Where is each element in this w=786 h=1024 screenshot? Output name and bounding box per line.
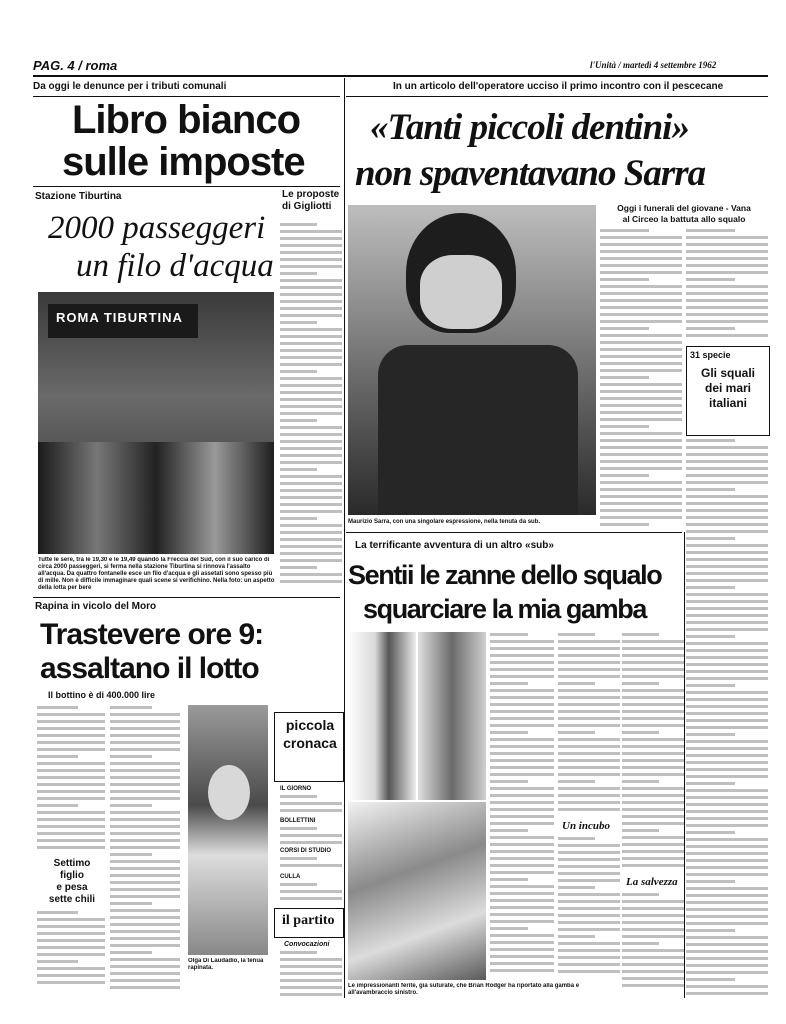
sarra-kicker-rule xyxy=(346,96,768,97)
cronaca-item-culla: CULLA xyxy=(280,874,301,880)
settimo-line-1: Settimo xyxy=(53,858,91,869)
squali-title-3: italiani xyxy=(708,396,747,410)
squali-title-1: Gli squali xyxy=(700,366,755,380)
sarra-headline-1: «Tanti piccoli dentini» xyxy=(370,107,689,148)
partito-title: il partito xyxy=(282,913,335,928)
settimo-line-4: sette chili xyxy=(48,894,96,905)
settimo-line-3: e pesa xyxy=(56,882,88,893)
imposte-kicker: Da oggi le denunce per i tributi comunali xyxy=(33,81,227,92)
imposte-headline-2: sulle imposte xyxy=(62,140,305,184)
olga-photo xyxy=(188,705,268,955)
cronaca-item-giorno: IL GIORNO xyxy=(280,786,312,792)
cronaca-culla-body xyxy=(280,882,342,906)
tiburtina-rule xyxy=(33,597,340,598)
sarra-body xyxy=(378,345,578,515)
sarra-face xyxy=(420,255,502,329)
squali-body xyxy=(686,438,768,998)
trastevere-headline-1: Trastevere ore 9: xyxy=(40,618,264,651)
wound-photo-3 xyxy=(348,802,486,980)
sub-body-2 xyxy=(558,632,620,817)
wound-photo-2 xyxy=(418,632,486,800)
sub-headline-1: Sentii le zanne dello squalo xyxy=(348,560,662,590)
sub-top-rule xyxy=(346,532,682,533)
tiburtina-headline-2: un filo d'acqua xyxy=(76,248,274,284)
newspaper-date: l'Unità / martedì 4 settembre 1962 xyxy=(590,60,717,70)
sarra-caption: Maurizio Sarra, con una singolare espressione, nella tenuta da sub. xyxy=(348,519,541,525)
cronaca-title xyxy=(280,716,340,752)
sub-body-5 xyxy=(622,892,684,992)
settimo-line-2: figlio xyxy=(60,870,84,881)
settimo-body xyxy=(37,910,105,990)
tiburtina-photo xyxy=(38,292,274,554)
tiburtina-section: Stazione Tiburtina xyxy=(35,191,122,202)
trastevere-section: Rapina in vicolo del Moro xyxy=(35,601,157,612)
wound-photo-1 xyxy=(348,632,416,800)
settimo-figlio-title xyxy=(40,858,104,906)
masthead-rule xyxy=(33,75,768,77)
imposte-headline-1: Libro bianco xyxy=(72,98,300,142)
page-number: PAG. 4 / roma xyxy=(33,58,118,73)
convocazioni-heading: Convocazioni xyxy=(284,941,330,948)
tiburtina-headline-1: 2000 passeggeri xyxy=(48,210,266,246)
la-salvezza-subhead: La salvezza xyxy=(626,876,678,888)
trastevere-subhead: Il bottino è di 400.000 lire xyxy=(48,690,156,700)
cronaca-title-1: piccola xyxy=(285,717,335,733)
olga-face xyxy=(208,765,250,820)
sub-body-1 xyxy=(490,632,554,977)
sarra-body-1 xyxy=(600,228,682,528)
sarra-body-2 xyxy=(686,228,768,343)
sarra-headline-2: non spaventavano Sarra xyxy=(355,153,706,194)
cronaca-item-corsi: CORSI DI STUDIO xyxy=(280,848,332,854)
sarra-deck-1: Oggi i funerali del giovane - Vana xyxy=(617,203,751,213)
cronaca-bollettini-body xyxy=(280,826,342,846)
cronaca-item-bollettini: BOLLETTINI xyxy=(280,818,316,824)
squali-kicker: 31 specie xyxy=(690,350,731,360)
sub-body-3 xyxy=(558,836,620,976)
kicker-rule xyxy=(33,96,340,97)
crowd-shape xyxy=(38,442,274,554)
un-incubo-subhead: Un incubo xyxy=(562,820,610,832)
cronaca-giorno-body xyxy=(280,794,342,816)
squali-title xyxy=(688,366,768,411)
sarra-kicker: In un articolo dell'operatore ucciso il primo incontro con il pescecane xyxy=(393,81,724,92)
right-column-divider xyxy=(684,532,685,998)
sarra-photo xyxy=(348,205,596,515)
gigliotti-subhead: Le proposte di Gigliotti xyxy=(282,189,340,212)
left-right-divider xyxy=(344,78,345,998)
sub-headline-2: squarciare la mia gamba xyxy=(363,594,646,624)
squali-title-2: dei mari xyxy=(704,381,752,395)
headline-rule xyxy=(33,186,340,187)
gigliotti-body xyxy=(280,222,342,587)
trastevere-body-2 xyxy=(110,705,180,995)
sub-kicker: La terrificante avventura di un altro «sub» xyxy=(355,540,554,551)
convocazioni-body xyxy=(280,950,342,998)
tiburtina-caption: Tutte le sere, tra le 19,30 e le 19,49 quando la Freccia del Sud, con il suo carico di circa 2000 passeggeri, si ferma nella stazione Tiburtina si rinnova l'assalto all'acqua. Da quattro fontanelle esce un filo d'acqua e gli assetati sono spesso più di mille. Non è difficile immaginare quali scene si verifichino. Nella foto: un aspetto della lotta per bere xyxy=(38,557,275,591)
sarra-deck-2: al Circeo la battuta allo squalo xyxy=(622,214,746,224)
sub-body-4 xyxy=(622,632,684,872)
wound-caption: Le impressionanti ferite, già suturate, che Brian Rodger ha riportato alla gamba e all'avambraccio sinistro. xyxy=(348,983,580,996)
trastevere-body-1 xyxy=(37,705,105,855)
cronaca-corsi-body xyxy=(280,856,342,872)
cronaca-title-2: cronaca xyxy=(283,735,337,751)
sarra-deck xyxy=(600,203,768,225)
trastevere-headline-2: assaltano il lotto xyxy=(40,652,259,685)
olga-caption: Olga Di Laudadio, la tenua rapinata. xyxy=(188,958,264,971)
station-sign: ROMA TIBURTINA xyxy=(56,310,183,325)
